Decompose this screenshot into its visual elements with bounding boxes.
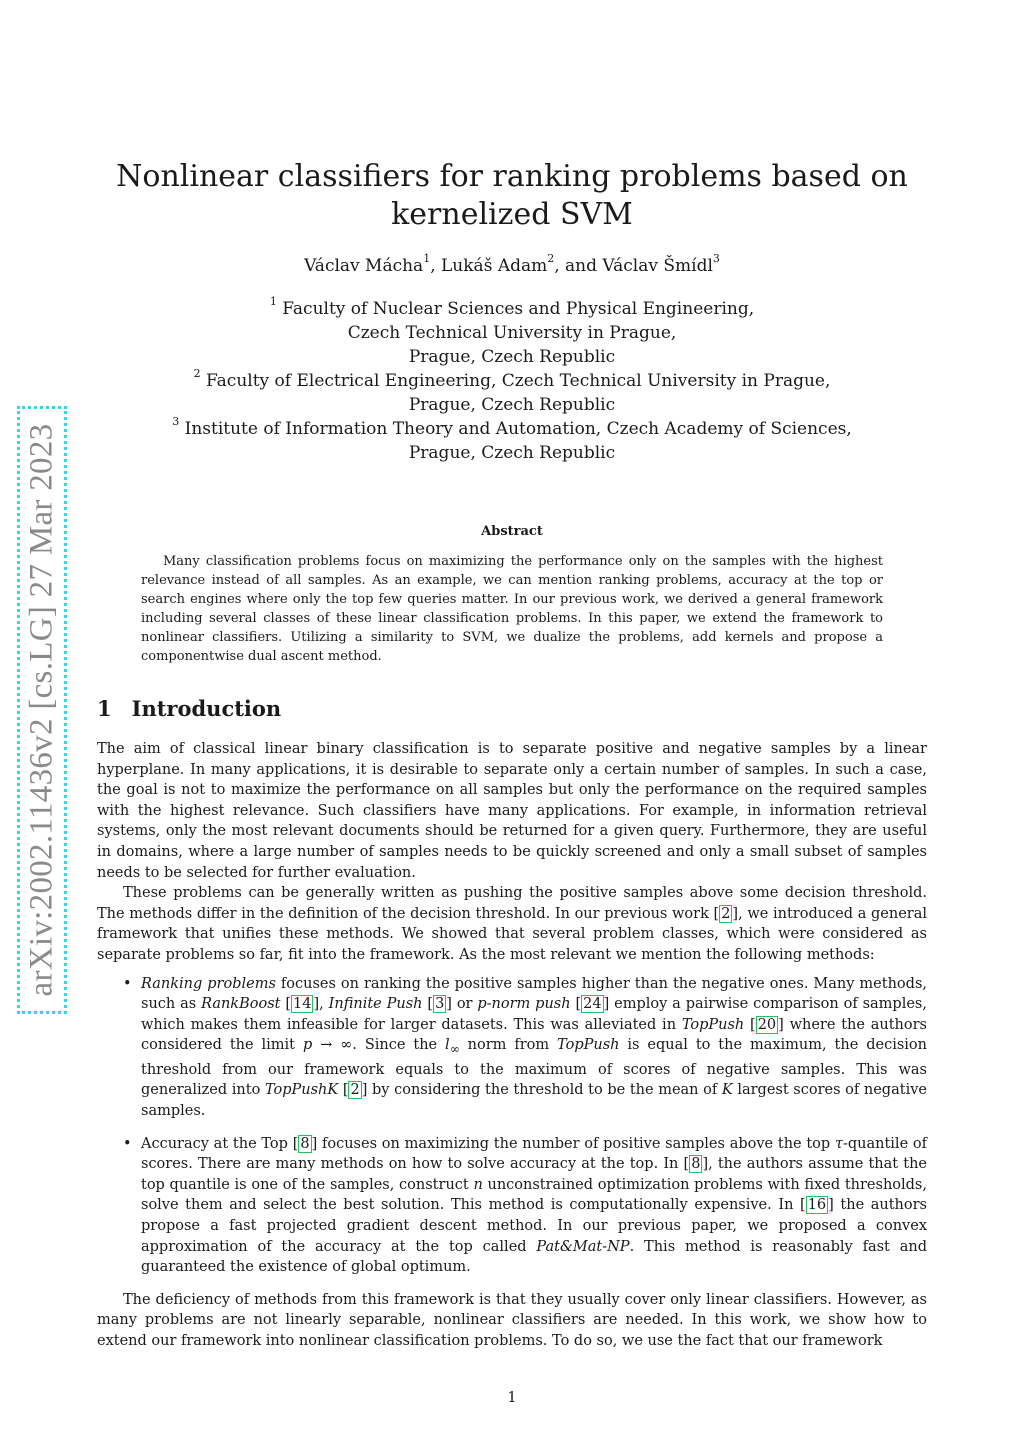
paragraph: The deficiency of methods from this framework is that they usually cover only linear classifiers. However, as many problems are not linearly separable, nonlinear classifiers are needed. In this work, we show how to extend our framework into nonlinear classification problems. To do so, we use the fact that our framework (97, 1291, 927, 1349)
text-run: Accuracy at the Top [ (141, 1135, 299, 1152)
text-run: [ (338, 1082, 349, 1099)
author-affiliation-mark: 1 (423, 252, 431, 266)
affiliation-text: Faculty of Electrical Engineering, Czech Technical University in Prague, (206, 371, 831, 391)
author-name: Lukáš Adam (441, 256, 548, 276)
affiliation-text: Institute of Information Theory and Automation, Czech Academy of Sciences, (184, 419, 852, 439)
author-list (92, 254, 932, 278)
affiliation-mark: 3 (172, 415, 180, 429)
affiliation-line: Prague, Czech Republic (408, 395, 616, 415)
text-run: ] focuses on maximizing the number of positive samples above the top (311, 1135, 835, 1152)
citation-link[interactable]: 2 (721, 905, 731, 922)
math-subscript: ∞ (449, 1042, 460, 1057)
italic-term: TopPush (681, 1016, 745, 1033)
method-list (97, 974, 927, 1278)
abstract-text: Many classification problems focus on maximizing the performance only on the samples with the highest relevance instead of all samples. As an example, we can mention ranking problems, accuracy at the top or search engines where only the top few queries matter. In our previous work, we derived a general framework including several classes of these linear classification problems. In this paper, we extend the framework to nonlinear classifiers. Utilizing a similarity to SVM, we dualize the problems, add kernels and propose a componentwise dual ascent method. (141, 554, 883, 664)
list-item (141, 974, 927, 1122)
text-run: ], (313, 996, 329, 1013)
text-run: . This method is reasonably fast and guaranteed the existence of global optimum. (141, 1238, 927, 1276)
text-run: ] or (446, 996, 478, 1013)
page-number: 1 (507, 1388, 517, 1406)
citation-link[interactable]: 14 (293, 996, 312, 1013)
affiliation-mark: 2 (193, 367, 201, 381)
text-run: ] where the authors considered the limit (141, 1016, 927, 1054)
text-run: ], we introduced a general framework that unifies these methods. We showed that several problem classes, which were considered as separate problems so far, fit into the framework. As the most relevant we mention the following methods: (97, 905, 927, 963)
citation-link[interactable]: 3 (435, 996, 445, 1013)
citation-link[interactable]: 16 (807, 1197, 827, 1214)
italic-term: n (473, 1176, 483, 1193)
section-heading (97, 696, 281, 721)
affiliation-line: Prague, Czech Republic (408, 443, 616, 463)
italic-term: p-norm push (477, 996, 571, 1013)
author-affiliation-mark: 2 (547, 252, 555, 266)
italic-term: TopPush (557, 1037, 620, 1054)
affiliation-line (92, 297, 932, 321)
citation-link[interactable]: 2 (350, 1082, 360, 1099)
section-title: Introduction (131, 696, 282, 721)
text-run: unconstrained optimization problems with fixed thresholds, solve them and select the best solution. This method is computationally expensive. In [ (141, 1176, 927, 1214)
italic-term: TopPushK (264, 1082, 339, 1099)
text-run: ], the authors assume that the top quantile is one of the samples, construct (141, 1156, 927, 1193)
text-run: focuses on ranking the positive samples higher than the negative ones. Many methods, such as (141, 975, 927, 1013)
citation-link[interactable]: 8 (300, 1135, 310, 1152)
text-run: These problems can be generally written as pushing the positive samples above some decision threshold. The methods differ in the definition of the decision threshold. In our previous work [ (97, 885, 927, 922)
text-run: largest scores of negative samples. (141, 1082, 927, 1119)
text-run: ] employ a pairwise comparison of samples, which makes them infeasible for larger datasets. This was alleviated in (141, 996, 927, 1033)
citation-link[interactable]: 24 (583, 996, 602, 1013)
citation-link[interactable]: 8 (691, 1156, 701, 1173)
text-run: is equal to the maximum, the decision threshold from our framework equals to the maximum of scores of negative samples. This was generalized into (141, 1037, 927, 1099)
italic-term: τ (834, 1135, 843, 1152)
italic-term: p (302, 1037, 313, 1054)
author-separator: , (430, 256, 442, 276)
italic-term: K (721, 1082, 733, 1099)
list-item (141, 1134, 927, 1278)
italic-term: RankBoost (201, 996, 281, 1013)
paragraph (97, 883, 927, 965)
affiliation-text: Faculty of Nuclear Sciences and Physical Engineering, (282, 299, 755, 319)
paper-title: Nonlinear classifiers for ranking problems based on kernelized SVM (116, 159, 908, 232)
italic-term: Infinite Push (328, 996, 423, 1013)
affiliation-list (92, 297, 932, 465)
affiliation-line: Czech Technical University in Prague, (347, 323, 677, 343)
text-run: norm from (459, 1037, 558, 1054)
section-number: 1 (97, 696, 112, 721)
affiliation-line (92, 417, 932, 441)
abstract-heading: Abstract (481, 524, 543, 539)
paragraph: The aim of classical linear binary classification is to separate positive and negative samples by a linear hyperplane. In many applications, it is desirable to separate only a certain number of samples. In such a case, the goal is not to maximize the performance on all samples but only the performance on the required samples with the highest relevance. Such classifiers have many applications. For example, in information retrieval systems, only the most relevant documents should be returned for a given query. Furthermore, they are useful in domains, where a large number of samples needs to be quickly screened and only a small subset of samples needs to be selected for further evaluation. (97, 741, 927, 881)
text-run: [ (744, 1016, 756, 1033)
author-affiliation-mark: 3 (712, 252, 720, 266)
italic-term: Pat&Mat-NP (536, 1238, 630, 1255)
citation-link[interactable]: 20 (757, 1016, 777, 1033)
italic-term: Ranking problems (141, 975, 276, 992)
text-run: ] by considering the threshold to be the mean of (361, 1082, 722, 1099)
body-text (97, 739, 927, 1352)
author-name: Václav Šmídl (602, 256, 713, 276)
text-run: → ∞. Since the (312, 1037, 446, 1054)
text-run: [ (422, 996, 434, 1013)
arxiv-stamp-text: arXiv:2002.11436v2 [cs.LG] 27 Mar 2023 (23, 423, 60, 997)
italic-term: l (445, 1037, 450, 1054)
arxiv-stamp (17, 406, 67, 1014)
affiliation-mark: 1 (269, 295, 277, 309)
text-run: [ (280, 996, 292, 1013)
author-separator: , and (554, 256, 603, 276)
affiliation-line: Prague, Czech Republic (408, 347, 616, 367)
text-run: [ (570, 996, 582, 1013)
affiliation-line (92, 369, 932, 393)
text-run: -quantile of scores. There are many methods on how to solve accuracy at the top. In [ (141, 1135, 927, 1173)
author-name: Václav Mácha (304, 256, 424, 276)
text-run: ] the authors propose a fast projected gradient descent method. In our previous paper, we proposed a convex approximation of the accuracy at the top called (141, 1197, 927, 1255)
